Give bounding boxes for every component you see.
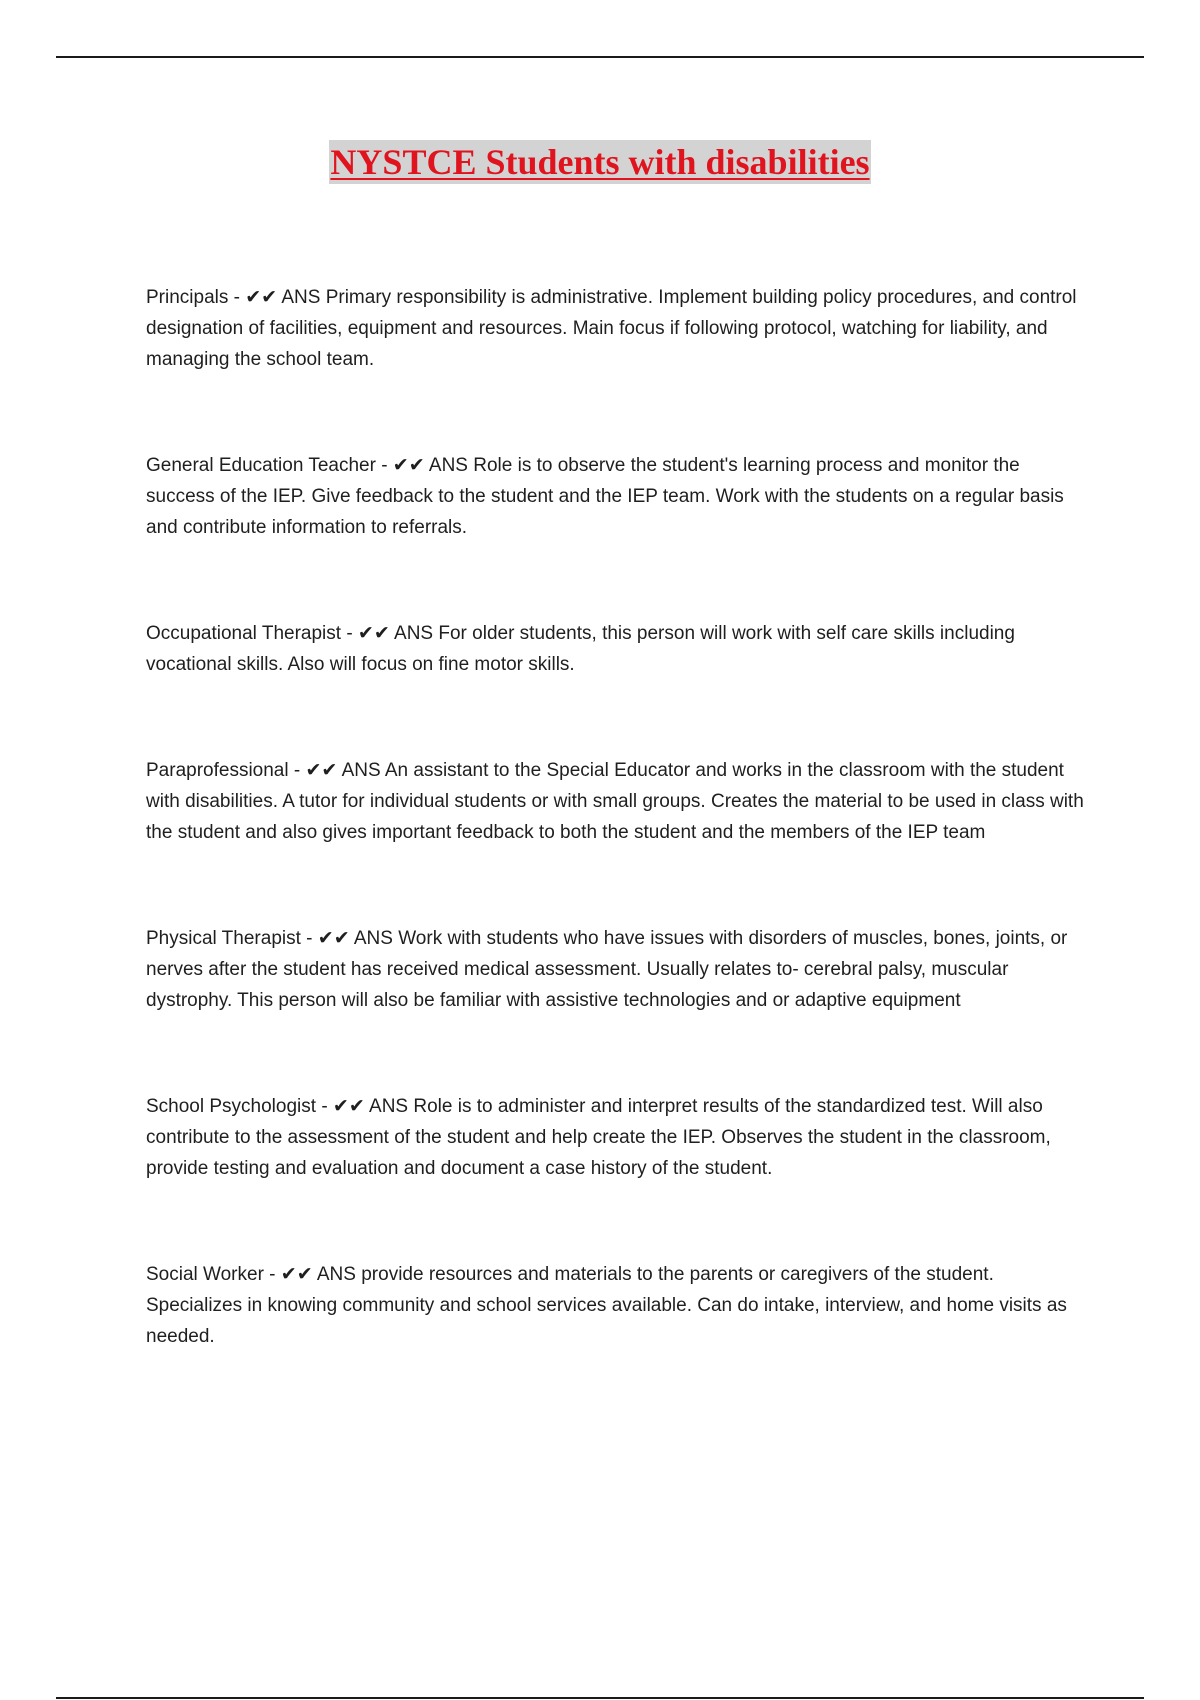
- entry-list: [146, 282, 1086, 1352]
- entry-prefix: ANS: [316, 1264, 356, 1285]
- entry-term: Occupational Therapist: [146, 623, 342, 644]
- page-bottom-rule: [56, 1697, 1144, 1699]
- entry-physical-therapist: [146, 923, 1086, 1016]
- check-marks-icon: - ✔✔: [316, 1096, 370, 1117]
- entry-text: Primary responsibility is administrative. Implement building policy procedures, and control designation of facilities, equipment and resources. Main focus if following protocol, watching for liability, and managing the school team.: [146, 287, 1077, 370]
- entry-prefix: ANS: [394, 623, 434, 644]
- title-container: [0, 140, 1200, 184]
- check-marks-icon: - ✔✔: [341, 623, 395, 644]
- entry-prefix: ANS: [428, 455, 468, 476]
- entry-general-education-teacher: [146, 450, 1086, 543]
- entry-text: For older students, this person will work with self care skills including vocational skills. Also will focus on fine motor skills.: [146, 623, 1015, 675]
- entry-term: General Education Teacher: [146, 455, 376, 476]
- entry-text: Work with students who have issues with disorders of muscles, bones, joints, or nerves after the student has received medical assessment. Usually relates to- cerebral palsy, muscular dystrophy. This person will also be familiar with assistive technologies and or adaptive equipment: [146, 928, 1068, 1011]
- entry-social-worker: [146, 1259, 1086, 1352]
- entry-text: Role is to observe the student's learning process and monitor the success of the IEP. Give feedback to the student and the IEP team. Work with the students on a regular basis and contribute information to referrals.: [146, 455, 1064, 538]
- entry-occupational-therapist: [146, 618, 1086, 680]
- entry-term: School Psychologist: [146, 1096, 317, 1117]
- entry-prefix: ANS: [341, 760, 381, 781]
- entry-term: Paraprofessional: [146, 760, 289, 781]
- entry-term: Physical Therapist: [146, 928, 301, 949]
- entry-principals: [146, 282, 1086, 375]
- entry-paraprofessional: [146, 755, 1086, 848]
- entry-prefix: ANS: [353, 928, 393, 949]
- check-marks-icon: - ✔✔: [300, 928, 354, 949]
- entry-text: provide resources and materials to the parents or caregivers of the student. Specializes in knowing community and school services available. Can do intake, interview, and home visits as needed.: [146, 1264, 1067, 1347]
- check-marks-icon: - ✔✔: [228, 287, 282, 308]
- entry-text: An assistant to the Special Educator and works in the classroom with the student with disabilities. A tutor for individual students or with small groups. Creates the material to be used in class with the student and also gives important feedback to both the student and the members of the IEP team: [146, 760, 1084, 843]
- entry-prefix: ANS: [281, 287, 321, 308]
- page-top-rule: [56, 56, 1144, 58]
- entry-prefix: ANS: [369, 1096, 409, 1117]
- entry-school-psychologist: [146, 1091, 1086, 1184]
- document-title: NYSTCE Students with disabilities: [330, 142, 870, 182]
- check-marks-icon: - ✔✔: [263, 1264, 317, 1285]
- check-marks-icon: - ✔✔: [288, 760, 342, 781]
- entry-term: Principals: [146, 287, 229, 308]
- check-marks-icon: - ✔✔: [375, 455, 429, 476]
- entry-term: Social Worker: [146, 1264, 264, 1285]
- entry-text: Role is to administer and interpret results of the standardized test. Will also contribute to the assessment of the student and help create the IEP. Observes the student in the classroom, provide testing and evaluation and document a case history of the student.: [146, 1096, 1051, 1179]
